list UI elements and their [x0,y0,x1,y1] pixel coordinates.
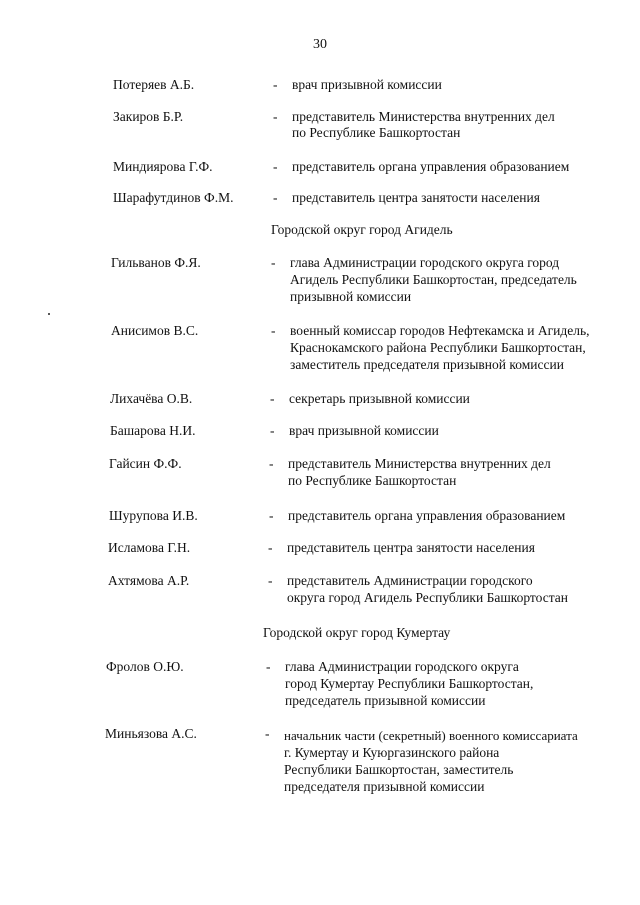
member-role-line: представитель Министерства внутренних дел [288,456,551,471]
member-role-line: глава Администрации городского округа город [290,255,560,270]
member-role-line: представитель центра занятости населения [287,540,535,555]
member-name: Гайсин Ф.Ф. [109,456,182,471]
dash-separator: - [271,323,276,338]
dash-separator: - [273,159,278,174]
member-name: Шарафутдинов Ф.М. [113,190,234,205]
member-role-line: председателя призывной комиссии [284,779,485,794]
dash-separator: - [269,456,274,471]
dash-separator: - [273,109,278,124]
member-role-line: Агидель Республики Башкортостан, председатель [290,272,577,287]
dash-separator: - [268,573,273,588]
section-heading: Городской округ город Агидель [271,222,453,237]
dash-separator: - [269,508,274,523]
member-name: Потеряев А.Б. [113,77,195,92]
member-role-line: округа город Агидель Республики Башкортостан [287,590,568,605]
member-role-line: представитель органа управления образованием [288,508,566,523]
member-role-line: Краснокамского района Республики Башкортостан, [290,340,586,355]
member-role-line: Республики Башкортостан, заместитель [284,762,514,777]
member-role-line: город Кумертау Республики Башкортостан, [285,676,534,691]
member-name: Закиров Б.Р. [113,109,184,124]
dash-separator: - [266,659,271,674]
member-name: Башарова Н.И. [110,423,196,438]
member-role-line: военный комиссар городов Нефтекамска и Агидель, [290,323,590,338]
member-name: Лихачёва О.В. [110,391,193,406]
dash-separator: - [273,77,278,92]
member-role-line: призывной комиссии [290,289,412,304]
member-role-line: по Республике Башкортостан [288,473,457,488]
member-name: Ахтямова А.Р. [108,573,190,588]
member-role-line: представитель Администрации городского [287,573,533,588]
dash-separator: - [271,255,276,270]
member-role-line: по Республике Башкортостан [292,125,461,140]
scan-speck [48,313,50,315]
member-role-line: представитель органа управления образованием [292,159,570,174]
member-role-line: начальник части (секретный) военного комиссариата [284,728,578,743]
dash-separator: - [270,423,275,438]
dash-separator: - [273,190,278,205]
member-name: Миньязова А.С. [105,726,197,741]
member-role-line: врач призывной комиссии [292,77,442,92]
member-role-line: председатель призывной комиссии [285,693,486,708]
member-role-line: секретарь призывной комиссии [289,391,470,406]
member-role-line: врач призывной комиссии [289,423,439,438]
member-name: Шурупова И.В. [109,508,198,523]
section-heading: Городской округ город Кумертау [263,625,451,640]
page-number: 30 [313,37,327,52]
member-name: Анисимов В.С. [111,323,199,338]
member-role-line: представитель Министерства внутренних дел [292,109,555,124]
member-role-line: г. Кумертау и Куюргазинского района [284,745,500,760]
member-name: Фролов О.Ю. [106,659,184,674]
dash-separator: - [265,726,270,741]
member-role-line: заместитель председателя призывной комиссии [290,357,564,372]
member-role-line: глава Администрации городского округа [285,659,519,674]
member-role-line: представитель центра занятости населения [292,190,540,205]
member-name: Миндиярова Г.Ф. [113,159,213,174]
member-name: Гильванов Ф.Я. [111,255,201,270]
dash-separator: - [270,391,275,406]
dash-separator: - [268,540,273,555]
member-name: Исламова Г.Н. [108,540,191,555]
